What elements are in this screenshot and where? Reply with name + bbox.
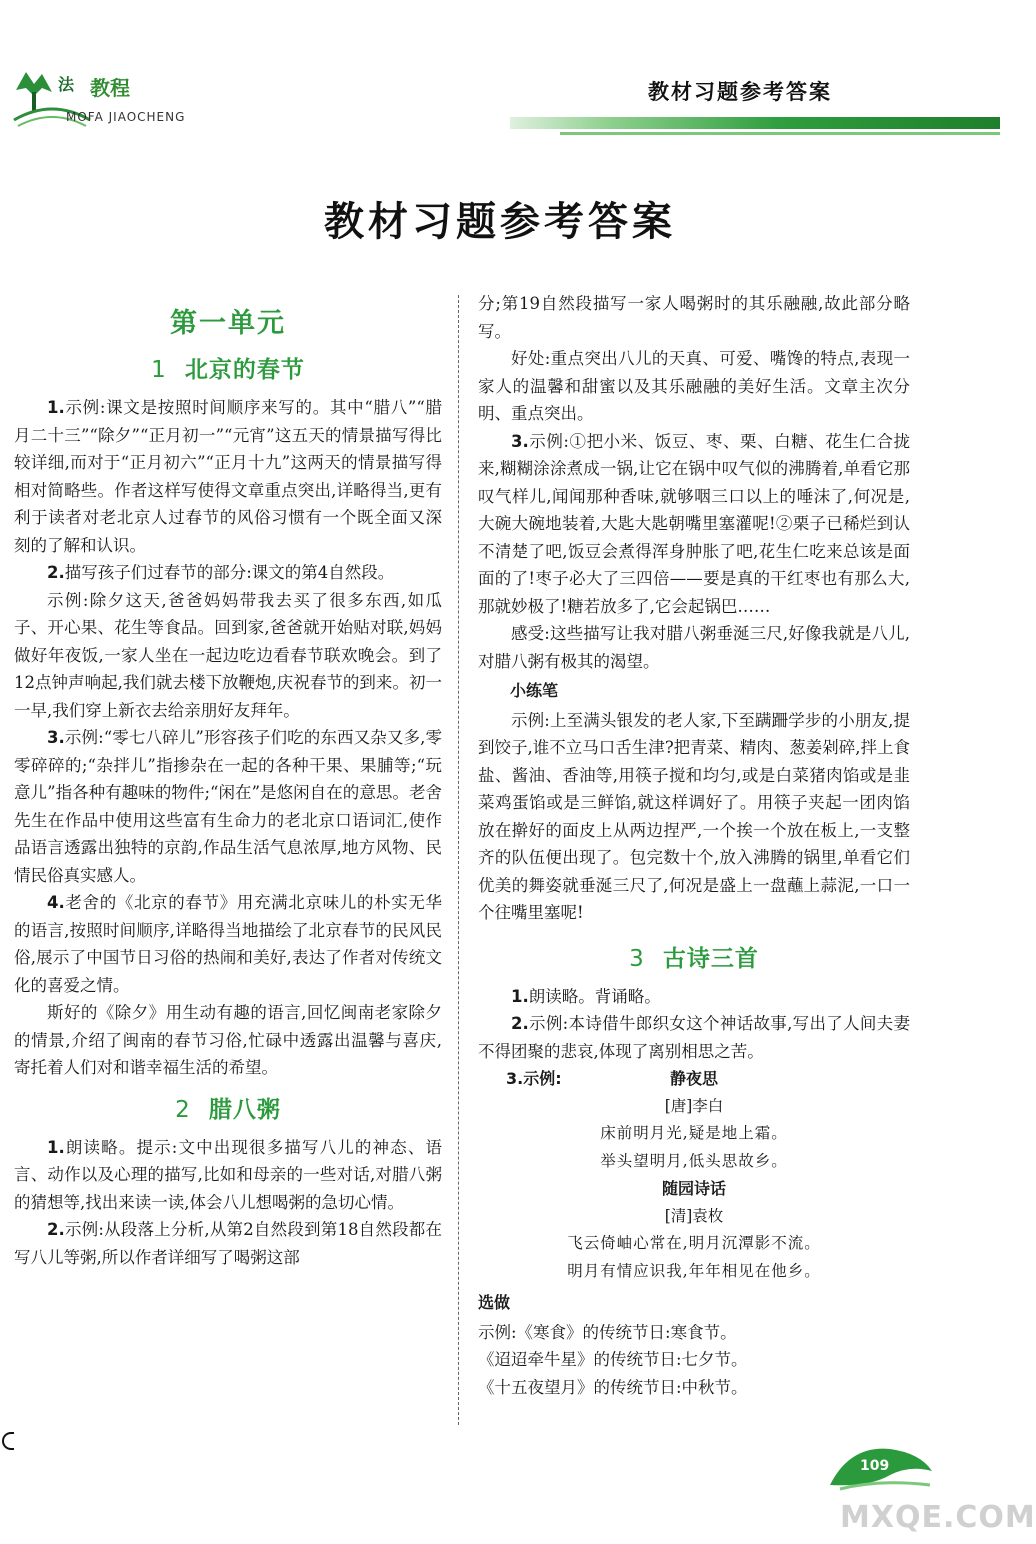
poem-1-heading <box>478 1065 910 1093</box>
column-divider <box>458 295 459 1425</box>
answer-text: 老舍的《北京的春节》用充满北京味儿的朴实无华的语言,按照时间顺序,详略得当地描绘了北京春节的民风民俗,展示了中国节日习俗的热闹和美好,表达了作者对传统文化的喜爱之情。 <box>14 893 442 995</box>
answer-text: 示例:本诗借牛郎织女这个神话故事,写出了人间夫妻不得团聚的悲哀,体现了离别相思之苦。 <box>478 1014 910 1061</box>
answer-text: 朗读略。提示:文中出现很多描写八儿的神态、语言、动作以及心理的描写,比如和母亲的一些对话,对腊八粥的猜想等,找出来读一读,体会八儿想喝粥的急切心情。 <box>14 1137 442 1212</box>
publisher-logo <box>12 70 232 132</box>
watermark: MXQE.COM <box>840 1500 1036 1535</box>
answer-text: 示例:课文是按照时间顺序来写的。其中“腊八”“腊月二十三”“除夕”“正月初一”“元宵”这五天的情景描写得比较详细,而对于“正月初六”“正月十九”这两天的情景描写得相对简略些。作者这样写使得文章重点突出,详略得当,更有利于读者对老北京人过春节的风俗习惯有一个既全面又深刻的了解和认识。 <box>14 398 442 555</box>
question-number: 1. <box>47 398 65 417</box>
poem-1-line-1: 床前明月光,疑是地上霜。 <box>600 1124 788 1142</box>
lesson-3-name: 古诗三首 <box>662 945 759 972</box>
header-title: 教材习题参考答案 <box>648 80 832 104</box>
lesson-1-title <box>14 352 442 388</box>
lesson-1-answer-3 <box>14 724 442 889</box>
question-number: 1. <box>511 986 529 1006</box>
page-number: 109 <box>860 1458 890 1474</box>
logo-chinese-text: 教程 <box>90 76 130 100</box>
practice-text: 示例:上至满头银发的老人家,下至蹒跚学步的小朋友,提到饺子,谁不立马口舌生津?把青菜、精肉、葱姜剁碎,拌上食盐、酱油、香油等,用筷子搅和均匀,或是白菜猪肉馅或是韭菜鸡蛋馅或是三鲜馅,就这样调好了。用筷子夹起一团肉馅放在擀好的面皮上从两边捏严,一个挨一个放在板上,一支整齐的队伍便出现了。包完数十个,放入沸腾的锅里,单看它们优美的舞姿就垂涎三尺了,何况是盛上一盘蘸上蒜泥,一口一个往嘴里塞呢! <box>478 710 910 922</box>
lesson-2-name: 腊八粥 <box>208 1096 281 1123</box>
lesson-1-answer-2 <box>14 559 442 587</box>
answer-text: 朗读略。背诵略。 <box>528 986 661 1006</box>
svg-text:法: 法 <box>58 75 75 94</box>
lesson-2-answer-2-continued: 分;第19自然段描写一家人喝粥时的其乐融融,故此部分略写。 <box>478 294 910 341</box>
page-header <box>0 0 1000 140</box>
optional-answer-3: 《十五夜望月》的传统节日:中秋节。 <box>478 1377 748 1397</box>
optional-answer-2: 《迢迢牵牛星》的传统节日:七夕节。 <box>478 1350 748 1369</box>
header-stripe-thin <box>560 132 1000 135</box>
question-number: 2. <box>47 1220 65 1239</box>
lesson-2-number: 2 <box>175 1096 191 1123</box>
poem-2-title: 随园诗话 <box>661 1179 726 1198</box>
lesson-2-feeling: 感受:这些描写让我对腊八粥垂涎三尺,好像我就是八儿,对腊八粥有极其的渴望。 <box>478 624 910 671</box>
lesson-1-answer-1 <box>14 394 442 559</box>
lesson-1-answer-4 <box>14 889 442 999</box>
optional-answer-1: 示例:《寒食》的传统节日:寒食节。 <box>478 1322 737 1342</box>
question-number: 4. <box>47 893 65 912</box>
lesson-2-answer-2 <box>14 1216 442 1271</box>
answer-text: 示例:“零七八碎儿”形容孩子们吃的东西又杂又多,零零碎碎的;“杂拌儿”指掺杂在一起的各种干果、果脯等;“玩意儿”指各种有趣味的物件;“闲在”是悠闲自在的意思。老舍先生在作品中使用这些富有生命力的老北京口语词汇,使作品语言透露出独特的京韵,作品生活气息浓厚,地方风物、民情民俗真实感人。 <box>14 728 442 885</box>
lesson-2-title <box>14 1092 442 1128</box>
lesson-1-answer-4-extra: 斯好的《除夕》用生动有趣的语言,回忆闽南老家除夕的情景,介绍了闽南的春节习俗,忙碌中透露出温馨与喜庆,寄托着人们对和谐幸福生活的希望。 <box>14 1003 442 1077</box>
answer-3-label: 3.示例: <box>506 1069 562 1088</box>
question-number: 1. <box>47 1137 65 1157</box>
page-title: 教材习题参考答案 <box>324 199 676 245</box>
poem-2-line-1: 飞云倚岫心常在,明月沉潭影不流。 <box>567 1234 821 1252</box>
lesson-3-answer-1 <box>478 983 910 1011</box>
answer-text: 描写孩子们过春节的部分:课文的第4自然段。 <box>64 563 395 582</box>
question-number: 3. <box>511 431 529 451</box>
poem-1-title: 静夜思 <box>669 1069 718 1088</box>
corner-mark <box>2 1432 14 1450</box>
poem-1-author: [唐]李白 <box>664 1096 724 1115</box>
answer-text: 示例:从段落上分析,从第2自然段到第18自然段都在写八儿等粥,所以作者详细写了喝粥这部 <box>14 1220 442 1267</box>
lesson-3-number: 3 <box>629 945 645 972</box>
question-number: 3. <box>47 728 65 747</box>
question-number: 2. <box>511 1014 529 1033</box>
answer-text: 示例:①把小米、饭豆、枣、栗、白糖、花生仁合拢来,糊糊涂涂煮成一锅,让它在锅中叹气似的沸腾着,单看它那叹气样儿,闻闻那种香味,就够咽三口以上的唾沫了,何况是,大碗大碗地装着,大匙大匙朝嘴里塞灌呢!②栗子已稀烂到认不清楚了吧,饭豆会煮得浑身肿胀了吧,花生仁吃来总该是面面的了!枣子必大了三四倍——要是真的干红枣也有那么大,那就妙极了!糖若放多了,它会起锅巴…… <box>478 431 910 616</box>
unit-title: 第一单元 <box>170 308 286 339</box>
practice-label: 小练笔 <box>510 681 559 700</box>
question-number: 2. <box>47 563 65 582</box>
lesson-2-answer-3 <box>478 428 910 621</box>
lesson-1-answer-2-example: 示例:除夕这天,爸爸妈妈带我去买了很多东西,如瓜子、开心果、花生等食品。回到家,爸爸就开始贴对联,妈妈做好年夜饭,一家人坐在一起边吃边看春节联欢晚会。到了12点钟声响起,我们就去楼下放鞭炮,庆祝春节的到来。初一一早,我们穿上新衣去给亲朋好友拜年。 <box>14 590 442 720</box>
poem-1-line-2: 举头望明月,低头思故乡。 <box>600 1151 788 1170</box>
poem-2-author: [清]袁枚 <box>664 1206 724 1225</box>
left-column <box>14 290 442 1271</box>
right-column <box>478 290 910 1401</box>
lesson-2-answer-1 <box>14 1134 442 1217</box>
lesson-1-name: 北京的春节 <box>184 357 305 383</box>
lesson-1-number: 1 <box>151 357 167 383</box>
lesson-3-title <box>478 941 910 977</box>
optional-label: 选做 <box>478 1293 511 1312</box>
header-stripe <box>510 117 1000 129</box>
poem-2-line-2: 明月有情应识我,年年相见在他乡。 <box>567 1261 821 1280</box>
lesson-3-answer-2 <box>478 1010 910 1065</box>
logo-english-text: MOFA JIAOCHENG <box>66 110 186 124</box>
lesson-2-benefit: 好处:重点突出八儿的天真、可爱、嘴馋的特点,表现一家人的温馨和甜蜜以及其乐融融的美好生活。文章主次分明、重点突出。 <box>478 349 910 423</box>
